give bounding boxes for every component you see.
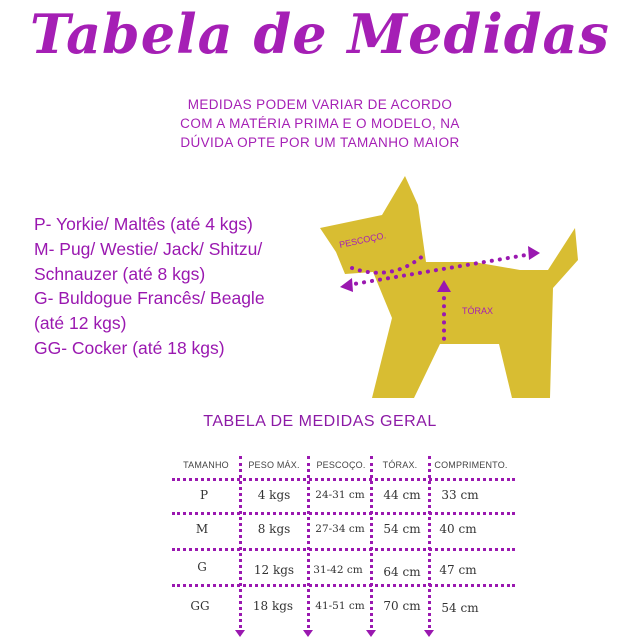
size-note: MEDIDAS PODEM VARIAR DE ACORDO COM A MATÉRIA PRIMA E O MODELO, NA DÚVIDA OPTE POR UM TAMANHO MAIOR — [180, 97, 460, 150]
cell-chest: 44 cm — [383, 488, 421, 502]
cell-neck: 41-51 cm — [315, 600, 365, 612]
size-list-line: Schnauzer (até 8 kgs) — [34, 263, 206, 284]
arrow-down-icon — [424, 630, 434, 637]
column-divider — [370, 456, 373, 628]
row-divider — [172, 512, 515, 515]
cell-size: G — [197, 560, 207, 574]
cell-chest: 64 cm — [383, 565, 421, 579]
table-title: TABELA DE MEDIDAS GERAL — [203, 413, 437, 430]
column-divider — [239, 456, 242, 628]
cell-length: 33 cm — [441, 488, 479, 502]
cell-length: 40 cm — [439, 522, 477, 536]
header-chest: TÓRAX. — [382, 460, 418, 470]
cell-size: M — [195, 522, 209, 536]
cell-neck: 24-31 cm — [315, 489, 365, 501]
cell-length: 54 cm — [441, 601, 479, 615]
size-list-line: P- Yorkie/ Maltês (até 4 kgs) — [34, 214, 253, 234]
cell-weight: 4 kgs — [257, 488, 291, 502]
row-divider — [172, 584, 515, 587]
cell-size: P — [199, 488, 209, 502]
cell-weight: 18 kgs — [252, 599, 294, 613]
arrow-down-icon — [235, 630, 245, 637]
column-divider — [307, 456, 310, 628]
size-list-line: G- Buldogue Francês/ Beagle — [34, 288, 265, 309]
size-list-line: (até 12 kgs) — [34, 313, 127, 334]
size-list-line: GG- Cocker (até 18 kgs) — [34, 337, 225, 358]
size-list-line: M- Pug/ Westie/ Jack/ Shitzu/ — [34, 238, 263, 259]
row-divider — [172, 478, 515, 481]
page-title: Tabela de Medidas — [30, 2, 610, 66]
length-label: COMPRIMENTO — [432, 238, 505, 249]
header-weight: PESO MÁX. — [248, 460, 300, 470]
arrow-down-icon — [366, 630, 376, 637]
header-length: COMPRIMENTO. — [434, 460, 508, 470]
cell-neck: 27-34 cm — [315, 523, 365, 535]
row-divider — [172, 548, 515, 551]
header-neck: PESCOÇO. — [316, 460, 366, 470]
cell-chest: 70 cm — [383, 599, 421, 613]
cell-size: GG — [190, 599, 210, 613]
header-size: TAMANHO — [183, 460, 229, 470]
chest-label: TÓRAX — [462, 306, 494, 316]
neck-label: PESCOÇO. — [338, 230, 387, 250]
column-divider — [428, 456, 431, 628]
cell-weight: 8 kgs — [257, 522, 291, 536]
cell-weight: 12 kgs — [253, 563, 295, 577]
cell-neck: 31-42 cm — [313, 564, 363, 576]
cell-length: 47 cm — [439, 563, 477, 577]
cell-chest: 54 cm — [383, 522, 421, 536]
arrow-down-icon — [303, 630, 313, 637]
